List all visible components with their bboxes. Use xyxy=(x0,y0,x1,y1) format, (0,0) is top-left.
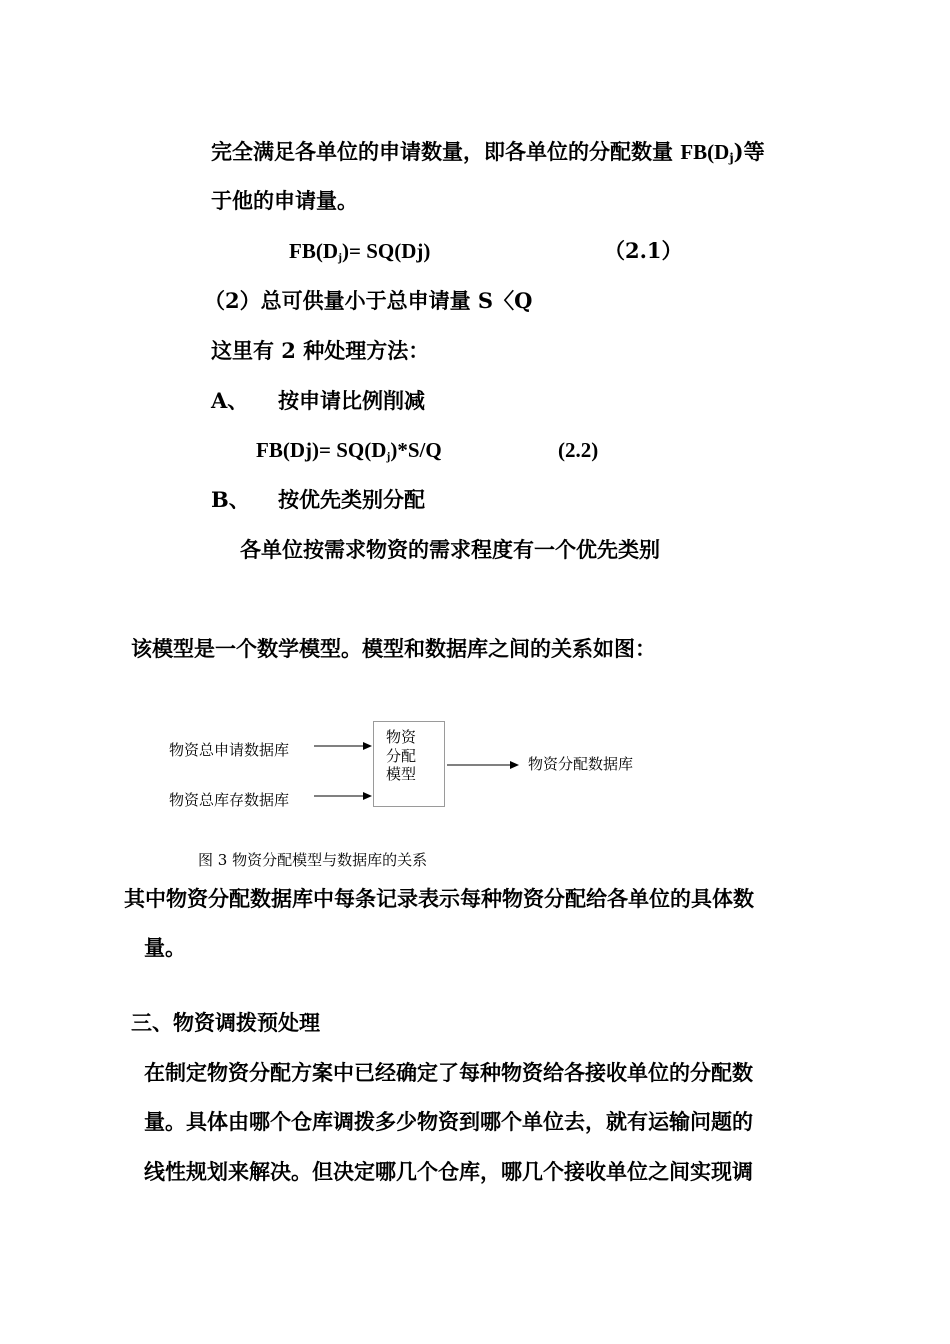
eq2-sub: j xyxy=(386,449,391,463)
eq1-rhs: )= SQ(Dj) xyxy=(342,239,431,263)
section-3-line2: 量。具体由哪个仓库调拨多少物资到哪个单位去，就有运输问题的 xyxy=(144,1109,753,1134)
method-a-label: A、 xyxy=(211,388,249,413)
diagram-output-db: 物资分配数据库 xyxy=(528,755,634,773)
para1-line2: 于他的申请量。 xyxy=(211,188,358,213)
after-figure-line1: 其中物资分配数据库中每条记录表示每种物资分配给各单位的具体数 xyxy=(124,886,754,911)
method-b-text: 按优先类别分配 xyxy=(278,487,425,512)
eq1-sub: j xyxy=(338,250,342,264)
case-2-heading: （2）总可供量小于总申请量 S〈Q xyxy=(204,288,533,313)
method-b-label: B、 xyxy=(211,487,250,512)
after-figure-line2: 量。 xyxy=(144,935,186,960)
section-3-line1: 在制定物资分配方案中已经确定了每种物资给各接收单位的分配数 xyxy=(144,1060,753,1085)
model-box-line-3: 模型 xyxy=(386,765,417,783)
model-intro: 该模型是一个数学模型。模型和数据库之间的关系如图： xyxy=(131,636,656,661)
para1-line1-fb: FB(D xyxy=(680,140,730,164)
para1-line1-end: )等 xyxy=(733,139,765,164)
section-3-heading: 三、物资调拨预处理 xyxy=(131,1010,320,1035)
diagram-input-apply-db: 物资总申请数据库 xyxy=(169,741,290,759)
model-box-line-1: 物资 xyxy=(386,728,417,746)
diagram-input-stock-db: 物资总库存数据库 xyxy=(169,791,290,809)
para1-line1-text: 完全满足各单位的申请数量，即各单位的分配数量 xyxy=(211,139,681,164)
equation-2-2-number: (2.2) xyxy=(558,438,599,462)
eq2-lhs: FB(Dj)= SQ(D xyxy=(256,438,387,462)
eq1-lhs: FB(D xyxy=(289,239,338,263)
methods-intro: 这里有 2 种处理方法： xyxy=(211,338,430,363)
method-b-description: 各单位按需求物资的需求程度有一个优先类别 xyxy=(240,537,660,562)
figure-caption: 图 3 物资分配模型与数据库的关系 xyxy=(198,851,428,869)
para1-line1-sub: j xyxy=(729,151,734,165)
equation-2-1-number: （2.1） xyxy=(604,238,683,263)
eq2-rhs: )*S/Q xyxy=(390,438,442,462)
method-a-text: 按申请比例削减 xyxy=(278,388,425,413)
section-3-line3: 线性规划来解决。但决定哪几个仓库，哪几个接收单位之间实现调 xyxy=(144,1159,753,1184)
model-box-line-2: 分配 xyxy=(386,747,417,765)
